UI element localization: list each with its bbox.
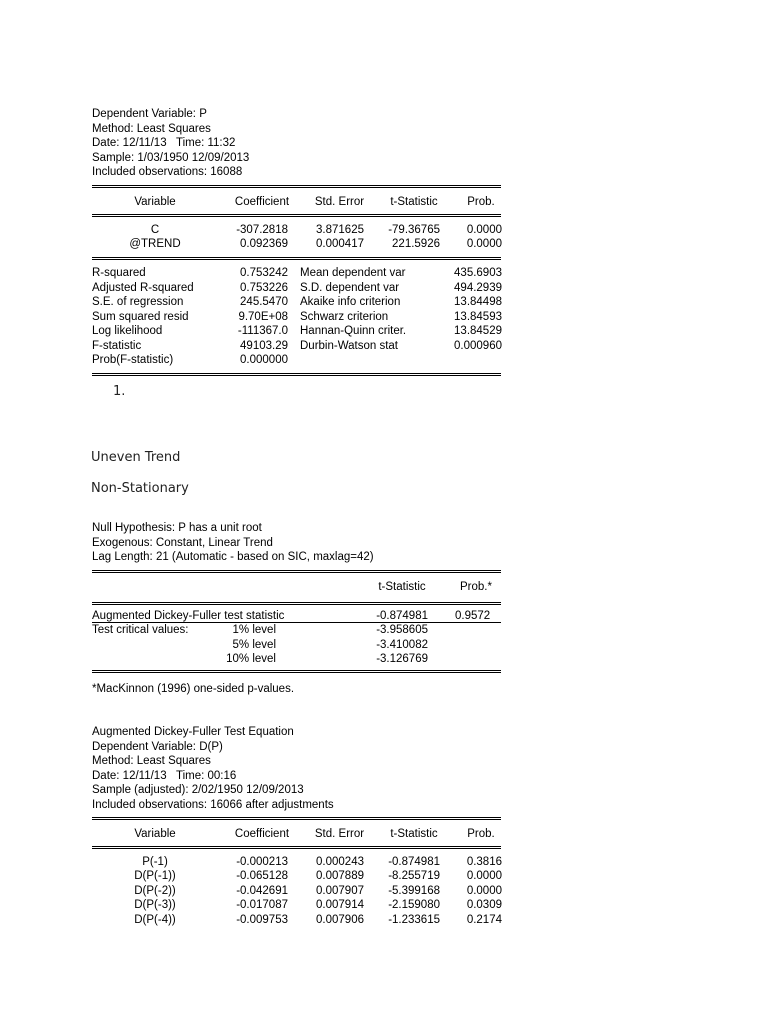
reg2-observations: Included observations: 16066 after adjustments [92,798,334,811]
reg1-col-std-error: Std. Error [314,196,365,208]
note-uneven-trend: Uneven Trend [91,450,181,465]
t-statistic-value: 221.5926 [392,238,440,250]
std-error-value: 0.007889 [316,870,364,882]
t-statistic-value: -0.874981 [388,856,440,868]
prob-value: 0.2174 [466,914,502,926]
std-error-value: 0.007914 [316,899,364,911]
adf-lag-length: Lag Length: 21 (Automatic - based on SIC, maxlag=42) [92,551,374,563]
reg1-header-rule [92,214,501,217]
stat-value: 0.000000 [240,354,288,366]
stat-value: 435.6903 [454,267,502,279]
reg1-col-variable: Variable [134,196,176,208]
critical-level: 10% level [226,653,276,665]
stat-label: S.D. dependent var [300,282,400,294]
reg2-col-std-error: Std. Error [314,828,365,840]
adf-col-prob: Prob.* [460,581,492,593]
coefficient-value: -307.2818 [236,224,288,236]
reg1-observations: Included observations: 16088 [92,166,243,178]
reg2-col-coefficient: Coefficient [234,828,290,840]
prob-value: 0.0000 [466,224,502,236]
stat-value: 0.753242 [240,267,288,279]
variable-name: P(-1) [142,856,168,868]
reg1-col-t-statistic: t-Statistic [390,196,438,208]
variable-name: D(P(-1)) [134,870,176,882]
t-statistic-value: -2.159080 [388,899,440,911]
adf-top-rule [92,570,501,573]
reg1-col-coefficient: Coefficient [234,196,290,208]
coefficient-value: -0.009753 [236,914,288,926]
reg2-title: Augmented Dickey-Fuller Test Equation [92,726,294,738]
reg1-stats-rule [92,257,501,260]
stat-label: Schwarz criterion [300,311,389,323]
reg1-col-prob: Prob. [467,196,495,208]
prob-value: 0.0000 [466,238,502,250]
stat-value: 49103.29 [240,340,288,352]
stat-value: 0.000960 [454,340,502,352]
stat-label: Hannan-Quinn criter. [300,325,407,337]
reg2-date: Date: 12/11/13 Time: 00:16 [92,769,237,782]
stat-label: Prob(F-statistic) [92,354,174,366]
stat-value: 9.70E+08 [238,311,288,323]
reg2-top-rule [92,817,501,820]
t-statistic-value: -5.399168 [388,885,440,897]
std-error-value: 0.000243 [316,856,364,868]
coefficient-value: 0.092369 [240,238,288,250]
coefficient-value: -0.000213 [236,856,288,868]
list-marker: 1. [113,384,126,399]
stat-value: 13.84593 [454,311,502,323]
stat-label: Sum squared resid [92,311,189,323]
prob-value: 0.0000 [466,885,502,897]
stat-label: Durbin-Watson stat [300,340,398,352]
critical-level: 1% level [232,624,276,636]
reg1-sample: Sample: 1/03/1950 12/09/2013 [92,151,250,164]
critical-level: 5% level [232,639,276,651]
prob-value: 0.0309 [466,899,502,911]
stat-label: Adjusted R-squared [92,282,194,294]
coefficient-value: -0.042691 [236,885,288,897]
variable-name: D(P(-2)) [134,885,176,897]
reg1-bottom-rule [92,373,501,376]
t-statistic-value: -8.255719 [388,870,440,882]
adf-test-prob: 0.9572 [455,610,491,622]
reg1-dependent-variable: Dependent Variable: P [92,108,207,120]
stat-label: F-statistic [92,340,142,352]
stat-value: 13.84529 [454,325,502,337]
coefficient-value: -0.017087 [236,899,288,911]
prob-value: 0.3816 [466,856,502,868]
adf-test-label: Augmented Dickey-Fuller test statistic [92,610,285,622]
variable-name: D(P(-4)) [134,914,176,926]
reg1-method: Method: Least Squares [92,122,211,135]
reg2-dependent-variable: Dependent Variable: D(P) [92,740,223,753]
adf-header [92,521,374,565]
reg2-method: Method: Least Squares [92,755,211,767]
variable-name: D(P(-3)) [134,899,176,911]
critical-value: -3.410082 [376,639,428,651]
std-error-value: 0.007906 [316,914,364,926]
reg2-col-t-statistic: t-Statistic [390,828,438,840]
adf-footnote: *MacKinnon (1996) one-sided p-values. [92,683,295,695]
reg2-col-prob: Prob. [467,828,495,840]
adf-null-hypothesis: Null Hypothesis: P has a unit root [92,522,262,534]
reg2-sample: Sample (adjusted): 2/02/1950 12/09/2013 [92,784,304,796]
adf-exogenous: Exogenous: Constant, Linear Trend [92,536,273,549]
reg2-header-rule [92,846,501,849]
reg2-col-variable: Variable [134,828,176,840]
t-statistic-value: -79.36765 [388,224,440,236]
adf-bottom-rule [92,670,501,673]
stat-value: 245.5470 [240,296,288,308]
stat-value: -111367.0 [237,325,288,337]
stat-label: R-squared [92,267,146,279]
note-non-stationary: Non-Stationary [91,481,189,496]
adf-header-rule [92,602,501,605]
critical-value: -3.126769 [376,653,428,665]
critical-value: -3.958605 [376,624,428,636]
stat-label: S.E. of regression [92,296,184,308]
stat-value: 0.753226 [240,282,288,294]
std-error-value: 3.871625 [316,224,364,236]
reg1-date: Date: 12/11/13 Time: 11:32 [92,137,236,149]
reg1-top-rule [92,185,501,188]
stat-label: Mean dependent var [300,267,406,279]
stat-label: Akaike info criterion [300,296,401,308]
std-error-value: 0.007907 [316,885,364,897]
adf-critical-label: Test critical values: [92,624,189,636]
adf-test-value: -0.874981 [376,610,428,622]
prob-value: 0.0000 [466,870,502,882]
variable-name: C [150,224,160,236]
stat-value: 494.2939 [454,282,502,294]
stat-label: Log likelihood [92,325,163,337]
reg1-header [92,107,249,180]
adf-col-t-statistic: t-Statistic [378,581,426,593]
t-statistic-value: -1.233615 [388,914,440,926]
stat-value: 13.84498 [454,296,502,308]
std-error-value: 0.000417 [316,238,364,250]
reg2-header [92,725,334,812]
coefficient-value: -0.065128 [236,870,288,882]
variable-name: @TREND [129,238,181,250]
